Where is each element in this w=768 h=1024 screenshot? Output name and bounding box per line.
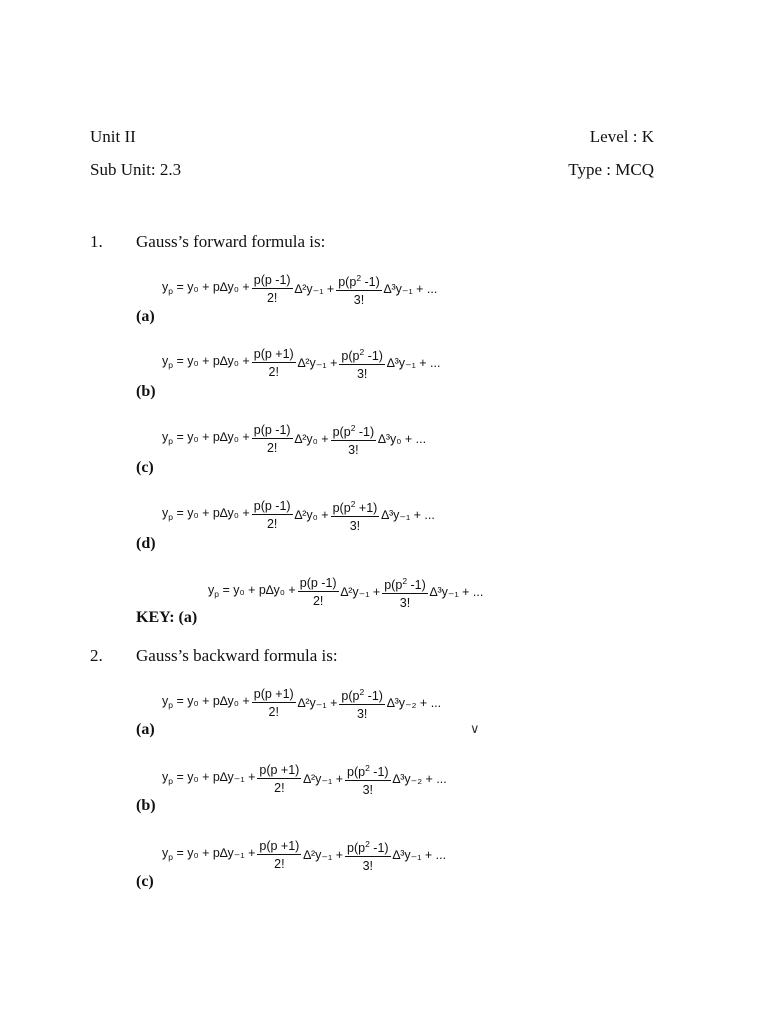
level-label: Level : K: [589, 127, 654, 146]
fraction: $\frac{p(p -1)}{2!}$: [253, 423, 291, 455]
fraction: $\frac{p(p^2 -1)}{3!}$: [338, 273, 380, 307]
fraction: $\frac{p(p^2 +1)}{3!}$: [332, 499, 378, 533]
q1-option-a-label[interactable]: (a): [136, 308, 155, 325]
fraction: $\frac{p(p^2 -1)}{3!}$: [341, 347, 383, 381]
question-1-text: Gauss’s forward formula is:: [136, 232, 326, 251]
q1-option-c-label[interactable]: (c): [136, 459, 154, 476]
q1-option-d-formula: $y_p = y_0 + p\Delta y_0$ + $\frac{p(p -1)}{2!}$ ∆²y₀ + $\frac{p(p^2 +1)}{3!}$ ∆³y₋₁ + ...: [162, 499, 435, 533]
q1-key-formula: $y_p = y_0 + p\Delta y_0$ + $\frac{p(p -1)}{2!}$ ∆²y₋₁ + $\frac{p(p^2 -1)}{3!}$ ∆³y₋₁ + ...: [208, 576, 484, 610]
unit-label: Unit II: [90, 127, 136, 146]
fraction: $\frac{p(p -1)}{2!}$: [253, 273, 291, 305]
fraction: $\frac{p(p -1)}{2!}$: [253, 499, 291, 531]
q1-option-d-label[interactable]: (d): [136, 535, 156, 552]
q2-option-a-label[interactable]: (a): [136, 721, 155, 738]
fraction: $\frac{p(p^2 -1)}{3!}$: [332, 423, 375, 457]
fraction: $\frac{p(p^2 -1)}{3!}$: [347, 763, 389, 797]
question-2-number: 2.: [90, 646, 103, 665]
fraction: $\frac{p(p^2 -1)}{3!}$: [347, 839, 389, 873]
q1-option-a-formula: $y_p = y_0 + p\Delta y_0$ + $\frac{p(p -1)}{2!}$ ∆²y₋₁ + $\frac{p(p^2 -1)}{3!}$ ∆³y₋₁ + ...: [162, 273, 438, 307]
type-label: Type : MCQ: [568, 160, 654, 179]
q2-option-b-label[interactable]: (b): [136, 797, 156, 814]
q2-option-c-label[interactable]: (c): [136, 873, 154, 890]
q1-answer-key: KEY: (a): [136, 609, 198, 626]
fraction: $\frac{p(p +1)}{2!}$: [253, 347, 294, 379]
fraction: $\frac{p(p +1)}{2!}$: [259, 763, 300, 795]
question-1-number: 1.: [90, 232, 103, 251]
q2-option-b-formula: $y_p = y_0 + p\Delta y_{-1}$ + $\frac{p(p +1)}{2!}$ ∆²y₋₁ + $\frac{p(p^2 -1)}{3!}$ ∆³y₋₂ + ...: [162, 763, 447, 797]
fraction: $\frac{p(p -1)}{2!}$: [299, 576, 337, 608]
stray-check-mark: ∨: [470, 722, 480, 737]
q2-option-a-formula: $y_p = y_0 + p\Delta y_0$ + $\frac{p(p +1)}{2!}$ ∆²y₋₁ + $\frac{p(p^2 -1)}{3!}$ ∆³y₋₂ + ...: [162, 687, 442, 721]
fraction: $\frac{p(p +1)}{2!}$: [253, 687, 294, 719]
subunit-label: Sub Unit: 2.3: [90, 160, 182, 179]
q1-option-c-formula: $y_p = y_0 + p\Delta y_0$ + $\frac{p(p -1)}{2!}$ ∆²y₀ + $\frac{p(p^2 -1)}{3!}$ ∆³y₀ + ...: [162, 423, 427, 457]
fraction: $\frac{p(p^2 -1)}{3!}$: [384, 576, 426, 610]
q1-option-b-label[interactable]: (b): [136, 383, 156, 400]
question-2-text: Gauss’s backward formula is:: [136, 646, 338, 665]
fraction: $\frac{p(p +1)}{2!}$: [259, 839, 300, 871]
fraction: $\frac{p(p^2 -1)}{3!}$: [341, 687, 383, 721]
q2-option-c-formula: $y_p = y_0 + p\Delta y_{-1}$ + $\frac{p(p +1)}{2!}$ ∆²y₋₁ + $\frac{p(p^2 -1)}{3!}$ ∆³y₋₁ + ...: [162, 839, 447, 873]
q1-option-b-formula: $y_p = y_0 + p\Delta y_0$ + $\frac{p(p +1)}{2!}$ ∆²y₋₁ + $\frac{p(p^2 -1)}{3!}$ ∆³y₋₁ + ...: [162, 347, 441, 381]
